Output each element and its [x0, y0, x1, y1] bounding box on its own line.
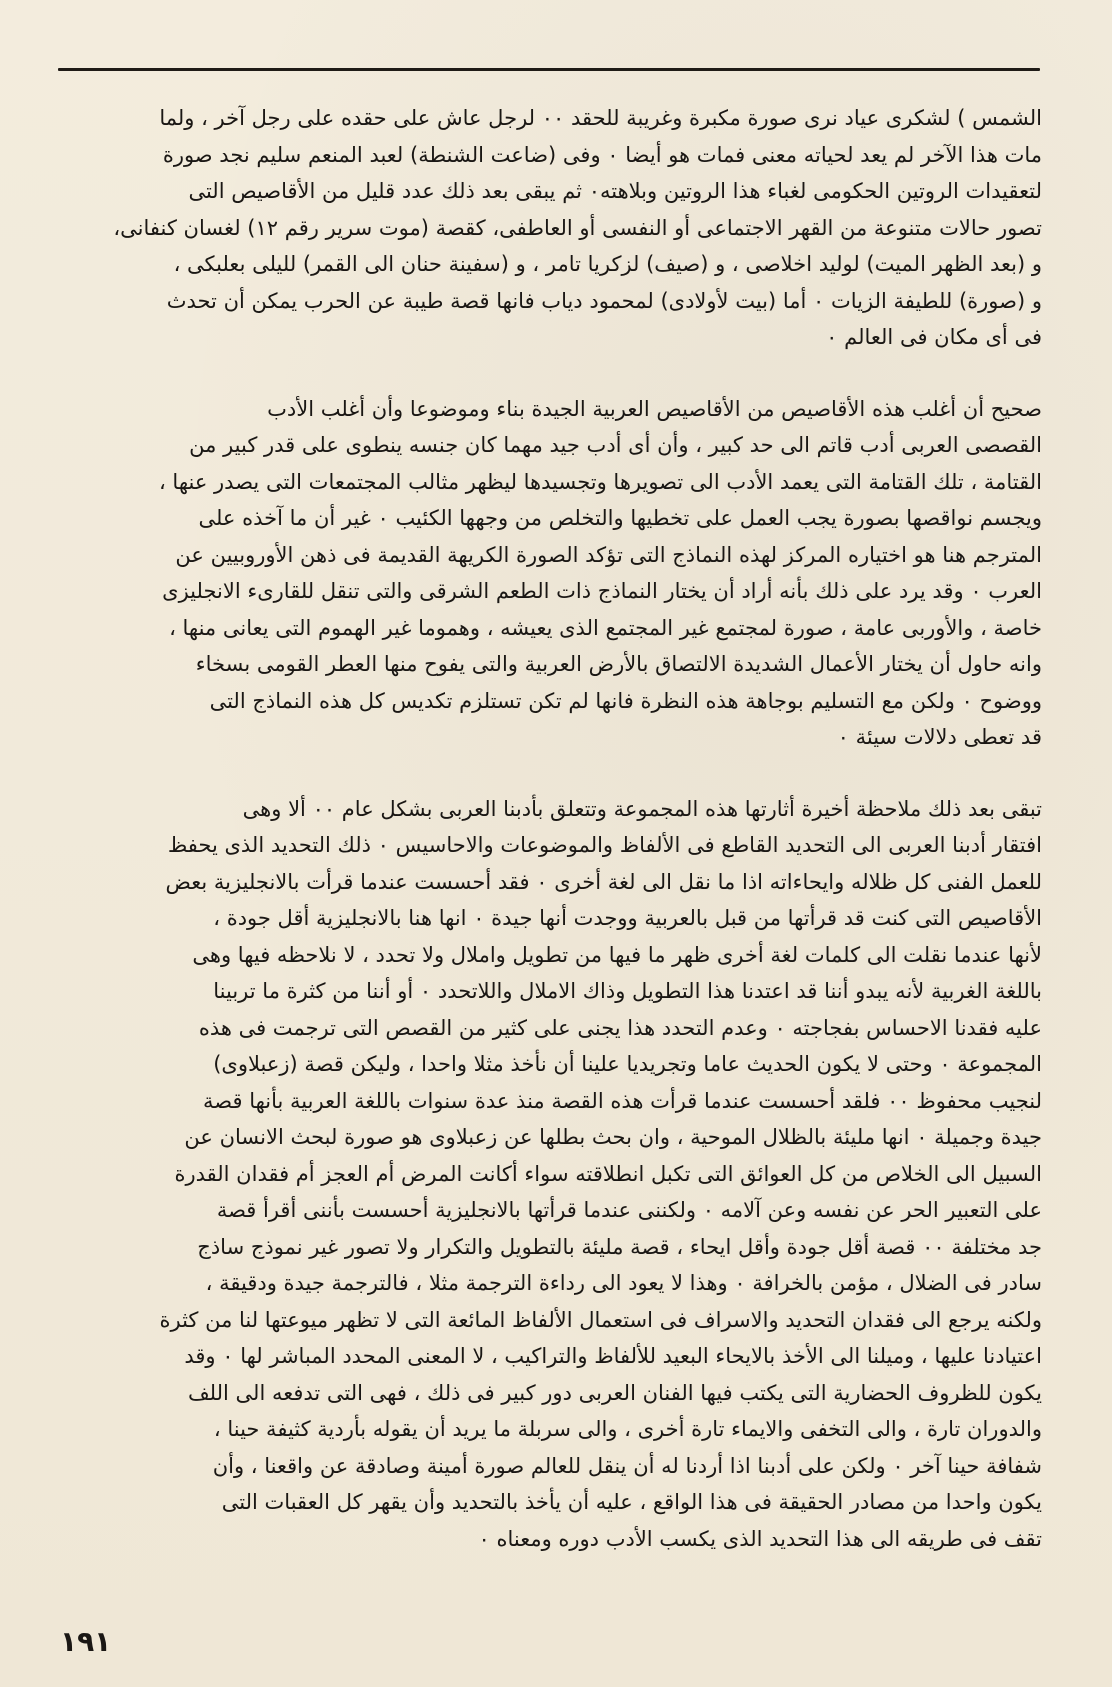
header-rule [58, 68, 1040, 71]
paragraph-3: تبقى بعد ذلك ملاحظة أخيرة أثارتها هذه المجموعة وتتعلق بأدبنا العربى بشكل عام ٠٠ ألا وهى افتقار أدبنا العربى الى التحديد القاطع فى الألفاظ والموضوعات والاحاسيس ٠ ذلك التحديد الذى يحفظ للعمل الفنى كل ظلاله وايحاءاته اذا ما نقل الى لغة أخرى ٠ فقد أحسست عندما قرأت بالانجليزية بعض الأقاصيص التى كنت قد قرأتها من قبل بالعربية ووجدت أنها جيدة ٠ انها هنا بالانجليزية أقل جودة ، لأنها عندما نقلت الى كلمات لغة أخرى ظهر ما فيها من تطويل واملال ولا تحدد ، لا نلاحظه فيها وهى باللغة الغربية لأنه يبدو أننا قد اعتدنا هذا التطويل وذاك الاملال واللاتحدد ٠ أو أننا من كثرة ما تربينا عليه فقدنا الاحساس بفجاجته ٠ وعدم التحدد هذا يجنى على كثير من القصص التى ترجمت فى هذه المجموعة ٠ وحتى لا يكون الحديث عاما وتجريديا علينا أن نأخذ مثلا واحدا ، وليكن قصة (زعبلاوى) لنجيب محفوظ ٠٠ فلقد أحسست عندما قرأت هذه القصة منذ عدة سنوات باللغة العربية بأنها قصة جيدة وجميلة ٠ انها مليئة بالظلال الموحية ، وان بحث بطلها عن زعبلاوى هو صورة لبحث الانسان عن السبيل الى الخلاص من كل العوائق التى تكبل انطلاقته سواء أكانت المرض أم العجز أم فقدان القدرة على التعبير الحر عن نفسه وعن آلامه ٠ ولكننى عندما قرأتها بالانجليزية أحسست بأننى أقرأ قصة جد مختلفة ٠٠ قصة أقل جودة وأقل ايحاء ، قصة مليئة بالتطويل والتكرار ولا تصور غير نموذج ساذج سادر فى الضلال ، مؤمن بالخرافة ٠ وهذا لا يعود الى رداءة الترجمة مثلا ، فالترجمة جيدة ودقيقة ، ولكنه يرجع الى فقدان التحديد والاسراف فى استعمال الألفاظ المائعة التى لا تظهر ميوعتها لنا من كثرة اعتيادنا عليها ، وميلنا الى الأخذ بالايحاء البعيد للألفاظ والتراكيب ، لا المعنى المحدد المباشر لها ٠ وقد يكون للظروف الحضارية التى يكتب فيها الفنان العربى دور كبير فى ذلك ، فهى التى تدفعه الى اللف والدوران تارة ، والى التخفى والايماء تارة أخرى ، والى سربلة ما يريد أن يقوله بأردية كثيفة حينا ، شفافة حينا آخر ٠ ولكن على أدبنا اذا أردنا له أن ينقل للعالم صورة أمينة وصادقة عن واقعنا ، وأن يكون واحدا من مصادر الحقيقة فى هذا الواقع ، عليه أن يأخذ بالتحديد وأن يقهر كل العقبات التى تقف فى طريقه الى هذا التحديد الذى يكسب الأدب دوره ومعناه ٠ [159, 796, 1042, 1551]
article-body [60, 100, 1042, 1557]
paragraph-1: الشمس ) لشكرى عياد نرى صورة مكبرة وغريبة للحقد ٠٠ لرجل عاش على حقده على رجل آخر ، ولما مات هذا الآخر لم يعد لحياته معنى فمات هو أيضا ٠ وفى (ضاعت الشنطة) لعبد المنعم سليم نجد صورة لتعقيدات الروتين الحكومى لغباء هذا الروتين وبلاهته٠ ثم يبقى بعد ذلك عدد قليل من الأقاصيص التى تصور حالات متنوعة من القهر الاجتماعى أو النفسى أو العاطفى، كقصة (موت سرير رقم ١٢) لغسان كنفانى، و (بعد الظهر الميت) لوليد اخلاصى ، و (صيف) لزكريا تامر ، و (سفينة حنان الى القمر) لليلى بعلبكى ، و (صورة) للطيفة الزيات ٠ أما (بيت لأولادى) لمحمود دياب فانها قصة طيبة عن الحرب يمكن أن تحدث فى أى مكان فى العالم ٠ [113, 106, 1042, 349]
page-number: ١٩١ [60, 1625, 112, 1658]
paragraph-2: صحيح أن أغلب هذه الأقاصيص من الأقاصيص العربية الجيدة بناء وموضوعا وأن أغلب الأدب القصصى العربى أدب قاتم الى حد كبير ، وأن أى أدب جيد مهما كان جنسه ينطوى على قدر كبير من القتامة ، تلك القتامة التى يعمد الأدب الى تصويرها وتجسيدها ليظهر مثالب المجتمعات التى يصدر عنها ، ويجسم نواقصها بصورة يجب العمل على تخطيها والتخلص من وجهها الكئيب ٠ غير أن ما آخذه على المترجم هنا هو اختياره المركز لهذه النماذج التى تؤكد الصورة الكريهة القديمة فى ذهن الأوروبيين عن العرب ٠ وقد يرد على ذلك بأنه أراد أن يختار النماذج ذات الطعم الشرقى والتى تنقل للقارىء الانجليزى خاصة ، والأوربى عامة ، صورة لمجتمع غير المجتمع الذى يعيشه ، وهموما غير الهموم التى يعانى منها ، وانه حاول أن يختار الأعمال الشديدة الالتصاق بالأرض العربية والتى يفوح منها العطر القومى بسخاء ووضوح ٠ ولكن مع التسليم بوجاهة هذه النظرة فانها لم تكن تستلزم تكديس كل هذه النماذج التى قد تعطى دلالات سيئة ٠ [158, 396, 1042, 749]
